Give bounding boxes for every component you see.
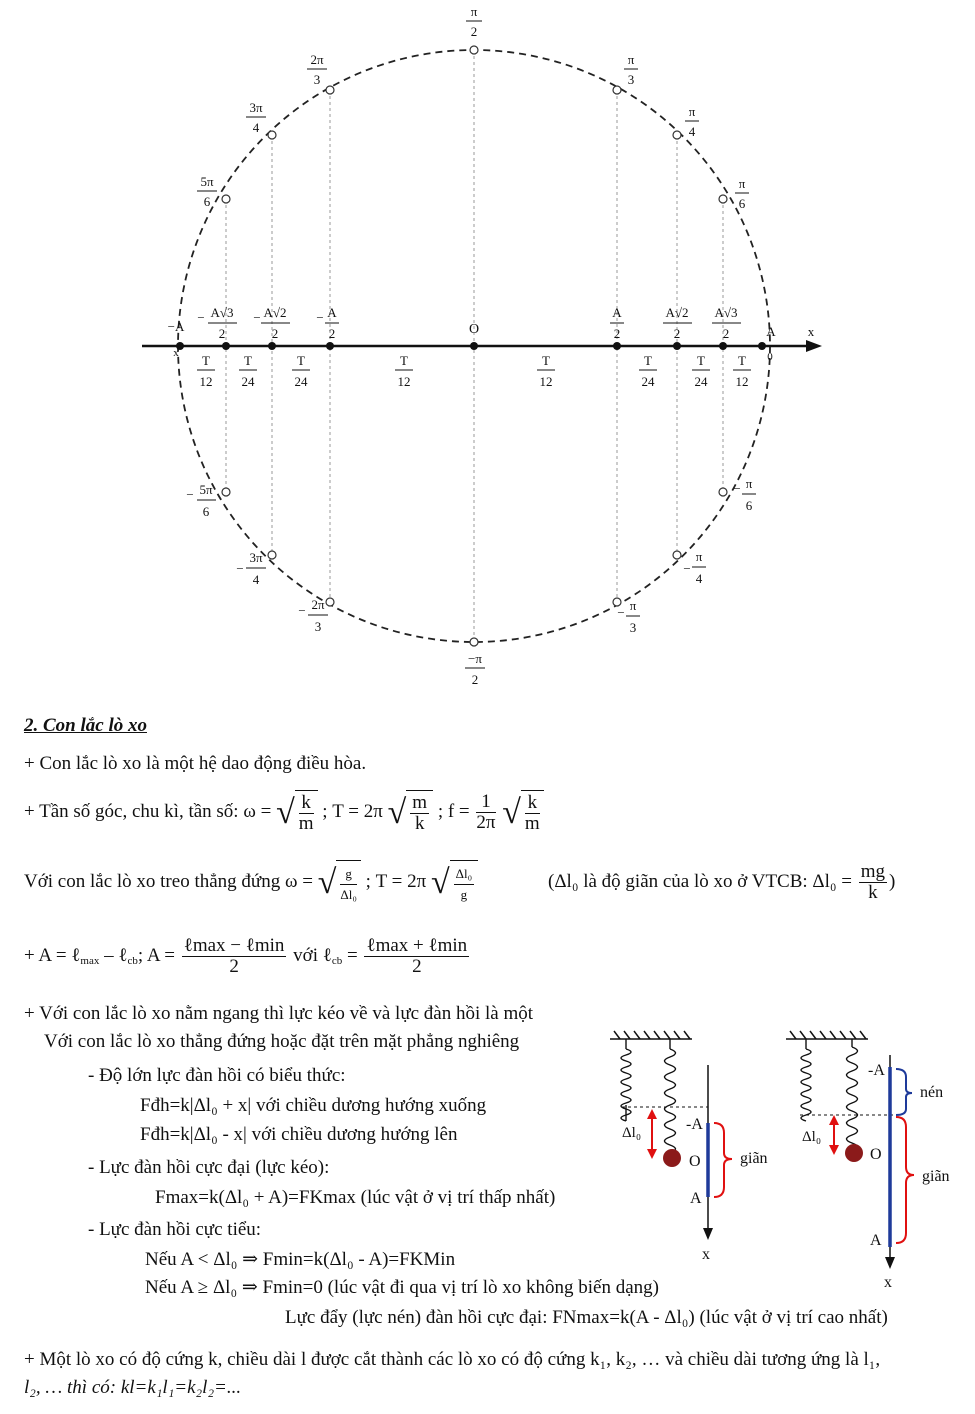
svg-text:12: 12 — [199, 374, 213, 389]
line-max-force-heading: - Lực đàn hồi cực đại (lực kéo): — [88, 1157, 330, 1178]
svg-text:2: 2 — [673, 326, 681, 341]
svg-text:2π: 2π — [310, 52, 324, 67]
svg-text:-A: -A — [868, 1062, 885, 1079]
line-elastic-force-up: Fđh=k|Δl₀ - x| với chiều dương hướng lên — [140, 1124, 458, 1145]
svg-text:−: − — [617, 605, 625, 620]
svg-text:3: 3 — [313, 72, 321, 87]
svg-text:3: 3 — [627, 72, 635, 87]
axis-position-labels — [168, 305, 815, 363]
time-interval-8 — [733, 353, 751, 389]
formula-vertical-spring: Với con lắc lò xo treo thẳng đứng ω = √ $\frac{g}{\text{Δl₀}}$ ; T = 2π √ $\frac{\text{Δl₀}}{g}$ — [24, 860, 478, 905]
angle-label-minus-pi-2 — [465, 651, 485, 687]
angle-label-pi-2 — [466, 4, 482, 39]
line-spring-intro: + Con lắc lò xo là một hệ dao động điều hòa. — [24, 753, 367, 774]
time-interval-1 — [197, 353, 215, 389]
svg-text:3: 3 — [629, 620, 637, 635]
svg-text:π: π — [695, 549, 703, 564]
svg-text:A√2: A√2 — [263, 305, 287, 320]
svg-text:2: 2 — [470, 24, 478, 39]
formula-intro-text: + Tần số góc, chu kì, tần số: ω = — [24, 801, 272, 822]
svg-text:4: 4 — [688, 124, 696, 139]
svg-text:T: T — [697, 353, 705, 368]
svg-text:4: 4 — [695, 571, 703, 586]
svg-text:A√3: A√3 — [210, 305, 234, 320]
svg-text:A√2: A√2 — [665, 305, 689, 320]
svg-text:A: A — [327, 305, 337, 320]
svg-text:−π: −π — [468, 651, 482, 666]
line-cut-spring-formula: l₂, … thì có: kl=k₁l₁=k₂l₂=... — [24, 1377, 242, 1398]
svg-text:24: 24 — [641, 374, 655, 389]
svg-text:O: O — [468, 322, 480, 337]
svg-text:π: π — [688, 104, 696, 119]
brace-gian-left — [714, 1123, 732, 1197]
svg-text:5π: 5π — [199, 482, 213, 497]
svg-text:−: − — [733, 481, 741, 496]
ceiling-right — [786, 1031, 868, 1039]
svg-text:−A: −A — [167, 319, 185, 334]
svg-text:12: 12 — [397, 374, 411, 389]
svg-text:x: x — [702, 1246, 710, 1263]
svg-text:T: T — [542, 353, 550, 368]
angle-label-minus-pi-6 — [733, 476, 756, 513]
svg-text:A: A — [690, 1190, 702, 1207]
x-axis-arrow — [806, 340, 822, 352]
time-interval-7 — [692, 353, 710, 389]
angle-label-2pi-3 — [307, 52, 327, 87]
line-max-force: Fmax=k(Δl₀ + A)=FKmax (lúc vật ở vị trí thấp nhất) — [155, 1187, 556, 1208]
svg-text:x: x — [884, 1274, 892, 1291]
time-interval-4 — [395, 353, 413, 389]
angle-label-minus-3pi-4 — [236, 550, 266, 587]
svg-text:4: 4 — [252, 572, 260, 587]
angle-label-pi-4 — [685, 104, 699, 139]
svg-text:6: 6 — [202, 504, 210, 519]
line-elastic-force-heading: - Độ lớn lực đàn hồi có biểu thức: — [88, 1065, 346, 1086]
svg-text:2: 2 — [271, 326, 279, 341]
line-min-force-case1: Nếu A < Δl₀ ⇒ Fmin=k(Δl₀ - A)=FKMin — [145, 1249, 456, 1270]
svg-text:nén: nén — [920, 1084, 944, 1101]
svg-text:2: 2 — [471, 672, 479, 687]
ceiling-left — [610, 1031, 692, 1039]
line-min-force-case2: Nếu A ≥ Δl₀ ⇒ Fmin=0 (lúc vật đi qua vị trí lò xo không biến dạng) — [145, 1277, 659, 1298]
line-push-force: Lực đẩy (lực nén) đàn hồi cực đại: FNmax=k(A - Δl₀) (lúc vật ở vị trí cao nhất) — [285, 1307, 888, 1328]
svg-text:−: − — [236, 561, 244, 576]
svg-text:T: T — [202, 353, 210, 368]
angle-label-minus-5pi-6 — [186, 482, 216, 519]
svg-text:π: π — [470, 4, 478, 19]
svg-text:−: − — [253, 310, 261, 325]
svg-text:4: 4 — [252, 120, 260, 135]
trig-circle-diagram — [0, 0, 975, 700]
angle-label-5pi-6 — [197, 174, 217, 209]
svg-text:24: 24 — [241, 374, 255, 389]
line-min-force-heading: - Lực đàn hồi cực tiểu: — [88, 1219, 262, 1240]
angle-label-minus-pi-4 — [683, 549, 706, 586]
svg-text:A: A — [870, 1232, 882, 1249]
svg-text:−: − — [186, 487, 194, 502]
svg-text:12: 12 — [539, 374, 553, 389]
svg-text:O: O — [689, 1153, 701, 1170]
svg-text:3: 3 — [314, 619, 322, 634]
svg-text:6: 6 — [745, 498, 753, 513]
formula-amplitude: + A = ℓ$_{max}$ – ℓ$_{cb}$; A = $\frac{\text{ℓmax − ℓmin}}{2}$ với ℓ$_{cb}$ = $\frac{\text{ℓmax + ℓmin}}{2}$ — [24, 935, 468, 978]
delta-l0-arrow-left — [647, 1109, 657, 1159]
brace-gian-right — [896, 1117, 914, 1243]
mass-ball-right — [845, 1144, 863, 1162]
svg-text:π: π — [738, 176, 746, 191]
time-interval-6 — [639, 353, 657, 389]
svg-text:T: T — [297, 353, 305, 368]
line-cut-spring: + Một lò xo có độ cứng k, chiều dài l được cắt thành các lò xo có độ cứng k₁, k₂, … và chiều dài tương ứng là l₁, — [24, 1349, 881, 1370]
svg-text:2: 2 — [722, 326, 730, 341]
svg-text:2π: 2π — [311, 597, 325, 612]
svg-text:A: A — [612, 305, 622, 320]
time-interval-5 — [537, 353, 555, 389]
line-elastic-force-down: Fđh=k|Δl₀ + x| với chiều dương hướng xuống — [140, 1095, 487, 1116]
svg-text:giãn: giãn — [922, 1168, 950, 1185]
spring-stretched-right — [847, 1039, 858, 1159]
svg-text:24: 24 — [694, 374, 708, 389]
angle-label-3pi-4 — [246, 100, 266, 135]
mass-ball-left — [663, 1149, 681, 1167]
delta-l0-arrow-right — [829, 1115, 839, 1155]
svg-text:2: 2 — [613, 326, 621, 341]
svg-text:6: 6 — [203, 194, 211, 209]
spring-stretched-left — [665, 1039, 676, 1161]
line-horizontal-spring: + Với con lắc lò xo nằm ngang thì lực kéo về và lực đàn hồi là một — [24, 1003, 534, 1024]
svg-text:π: π — [629, 598, 637, 613]
svg-text:0: 0 — [767, 351, 773, 363]
svg-text:−: − — [197, 310, 205, 325]
svg-text:3π: 3π — [249, 550, 263, 565]
line-vertical-spring: Với con lắc lò xo thẳng đứng hoặc đặt trên mặt phẳng nghiêng — [44, 1031, 520, 1052]
svg-text:A: A — [766, 324, 776, 339]
angle-label-pi-6 — [735, 176, 749, 211]
time-interval-3 — [292, 353, 310, 389]
brace-nen — [896, 1069, 912, 1115]
svg-text:x: x — [173, 347, 179, 359]
svg-text:giãn: giãn — [740, 1150, 768, 1167]
svg-text:O: O — [870, 1146, 882, 1163]
spring-natural-left — [621, 1039, 631, 1121]
svg-text:Δl₀: Δl₀ — [622, 1125, 642, 1141]
formula-dl0-note: (Δl₀ là độ giãn của lò xo ở VTCB: Δl₀ = $\frac{mg}{k}$ ) — [548, 861, 896, 904]
svg-text:x: x — [807, 324, 815, 339]
section-title: 2. Con lắc lò xo — [24, 715, 147, 736]
svg-text:−: − — [316, 310, 324, 325]
svg-text:π: π — [745, 476, 753, 491]
svg-text:T: T — [400, 353, 408, 368]
svg-text:24: 24 — [294, 374, 308, 389]
svg-text:T: T — [738, 353, 746, 368]
svg-text:T: T — [644, 353, 652, 368]
svg-text:-A: -A — [686, 1116, 703, 1133]
spring-diagram — [600, 1025, 972, 1293]
svg-text:T: T — [244, 353, 252, 368]
svg-text:6: 6 — [738, 196, 746, 211]
svg-text:3π: 3π — [249, 100, 263, 115]
angle-label-minus-2pi-3 — [298, 597, 328, 634]
formula-omega-T-f: + Tần số góc, chu kì, tần số: ω = √ $\frac{k}{m}$ ; T = 2π √ $\frac{m}{k}$ ; f = $\frac{1}{2\pi}$ √ $\frac{k}{m}$ — [24, 790, 544, 835]
spring-natural-right — [801, 1039, 811, 1121]
svg-text:Δl₀: Δl₀ — [802, 1129, 822, 1145]
svg-text:−: − — [683, 561, 691, 576]
svg-text:2: 2 — [328, 326, 336, 341]
svg-text:−: − — [298, 603, 306, 618]
angle-label-pi-3 — [624, 52, 638, 87]
svg-text:5π: 5π — [200, 174, 214, 189]
svg-text:π: π — [627, 52, 635, 67]
svg-text:2: 2 — [218, 326, 226, 341]
svg-text:12: 12 — [735, 374, 749, 389]
time-interval-2 — [239, 353, 257, 389]
svg-text:A√3: A√3 — [714, 305, 738, 320]
